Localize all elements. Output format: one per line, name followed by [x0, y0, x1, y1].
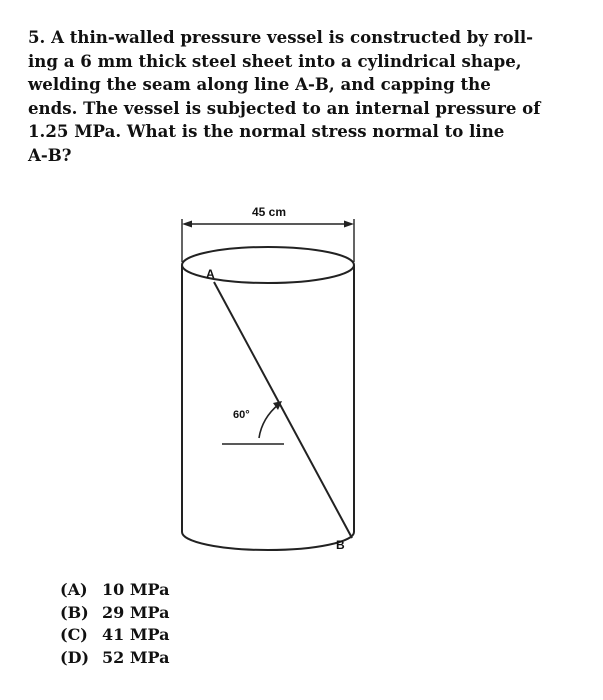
answer-option-d[interactable] — [60, 647, 170, 670]
answer-letter: (A) — [60, 580, 88, 599]
answer-letter: (C) — [60, 625, 88, 644]
problem-line-2: ing a 6 mm thick steel sheet into a cylindrical shape, — [28, 50, 522, 71]
answer-option-c[interactable] — [60, 624, 170, 647]
problem-line-5: 1.25 MPa. What is the normal stress normal to line — [28, 121, 505, 142]
answer-text: 10 MPa — [102, 580, 170, 599]
answer-text: 52 MPa — [102, 647, 170, 667]
answer-option-a[interactable] — [60, 579, 170, 602]
problem-line-1: 5. A thin-walled pressure vessel is constructed by roll- — [28, 27, 534, 47]
answer-letter: (B) — [60, 602, 89, 622]
dimension-arrow-left — [182, 221, 192, 228]
cylinder-bottom-arc — [182, 532, 354, 550]
answer-choices — [60, 579, 170, 669]
problem-line-4: ends. The vessel is subjected to an internal pressure of — [28, 97, 541, 118]
answer-letter: (D) — [60, 647, 90, 667]
point-a-label: A — [206, 267, 215, 281]
diameter-label: 45 cm — [251, 205, 287, 219]
problem-line-6: A-B? — [28, 144, 72, 165]
angle-label: 60° — [233, 409, 250, 421]
answer-option-b[interactable] — [60, 602, 170, 625]
answer-text: 29 MPa — [102, 602, 170, 622]
point-b-label: B — [336, 538, 345, 552]
answer-text: 41 MPa — [102, 625, 170, 644]
angle-arc — [259, 404, 279, 438]
problem-line-3: welding the seam along line A-B, and capping the — [28, 74, 491, 95]
dimension-arrow-right — [344, 221, 354, 228]
